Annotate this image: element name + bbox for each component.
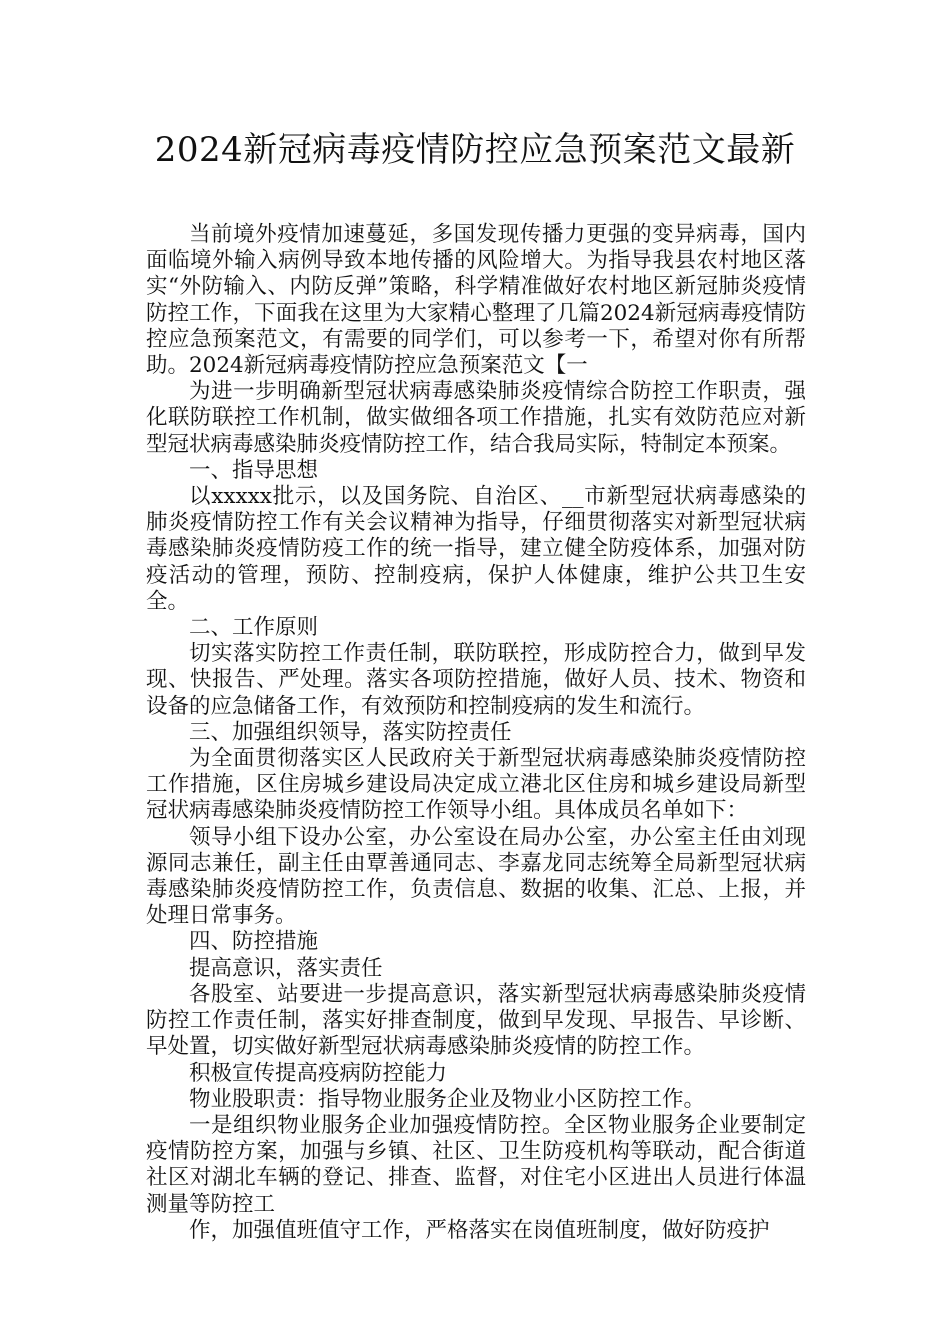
section-heading-guiding-thought: 一、指导思想 xyxy=(189,457,319,483)
section-heading-measures: 四、防控措施 xyxy=(189,929,319,955)
work-principles-paragraph: 切实落实防控工作责任制，联防联控，形成防控合力，做到早发现、快报告、严处理。落实各项防控措施，做好人员、技术、物资和设备的应急储备工作，有效预防和控制疫病的发生和流行。 xyxy=(146,641,806,719)
organization-paragraph: 为全面贯彻落实区人民政府关于新型冠状病毒感染肺炎疫情防控工作措施，区住房城乡建设局决定成立港北区住房和城乡建设局新型冠状病毒感染肺炎疫情防控工作领导小组。具体成员名单如下： xyxy=(146,746,806,824)
section-heading-organization: 三、加强组织领导，落实防控责任 xyxy=(189,719,512,745)
office-paragraph: 领导小组下设办公室，办公室设在局办公室，办公室主任由刘现源同志兼任，副主任由覃善通同志、李嘉龙同志统筹全局新型冠状病毒感染肺炎疫情防控工作，负责信息、数据的收集、汇总、上报，并处理日常事务。 xyxy=(146,824,806,929)
duty-paragraph: 作，加强值班值守工作，严格落实在岗值班制度，做好防疫护 xyxy=(189,1217,770,1243)
subheading-publicity: 积极宣传提高疫病防控能力 xyxy=(189,1060,448,1086)
section-heading-work-principles: 二、工作原则 xyxy=(189,615,319,641)
property-duties-paragraph: 物业股职责：指导物业服务企业及物业小区防控工作。 xyxy=(189,1086,706,1112)
document-title: 2024新冠病毒疫情防控应急预案范文最新 xyxy=(154,130,796,170)
document-body xyxy=(146,222,806,1244)
intro-paragraph: 当前境外疫情加速蔓延，多国发现传播力更强的变异病毒，国内面临境外输入病例导致本地传播的风险增大。为指导我县农村地区落实“外防输入、内防反弹”策略，科学精准做好农村地区新冠肺炎疫情防控工作，下面我在这里为大家精心整理了几篇2024新冠病毒疫情防控应急预案范文，有需要的同学们，可以参考一下，希望对你有所帮助。2024新冠病毒疫情防控应急预案范文【一 xyxy=(146,222,806,379)
purpose-paragraph: 为进一步明确新型冠状病毒感染肺炎疫情综合防控工作职责，强化联防联控工作机制，做实做细各项工作措施，扎实有效防范应对新型冠状病毒感染肺炎疫情防控工作，结合我局实际，特制定本预案。 xyxy=(146,379,806,457)
property-measures-paragraph: 一是组织物业服务企业加强疫情防控。全区物业服务企业要制定疫情防控方案，加强与乡镇、社区、卫生防疫机构等联动，配合街道社区对湖北车辆的登记、排查、监督，对住宅小区进出人员进行体温测量等防控工 xyxy=(146,1112,806,1217)
awareness-paragraph: 各股室、站要进一步提高意识，落实新型冠状病毒感染肺炎疫情防控工作责任制，落实好排查制度，做到早发现、早报告、早诊断、早处置，切实做好新型冠状病毒感染肺炎疫情的防控工作。 xyxy=(146,981,806,1060)
subheading-awareness: 提高意识，落实责任 xyxy=(189,955,383,981)
guiding-thought-paragraph: 以xxxxx批示，以及国务院、自治区、__市新型冠状病毒感染的肺炎疫情防控工作有关会议精神为指导，仔细贯彻落实对新型冠状病毒感染肺炎疫情防疫工作的统一指导，建立健全防疫体系，加强对防疫活动的管理，预防、控制疫病，保护人体健康，维护公共卫生安全。 xyxy=(146,484,806,614)
